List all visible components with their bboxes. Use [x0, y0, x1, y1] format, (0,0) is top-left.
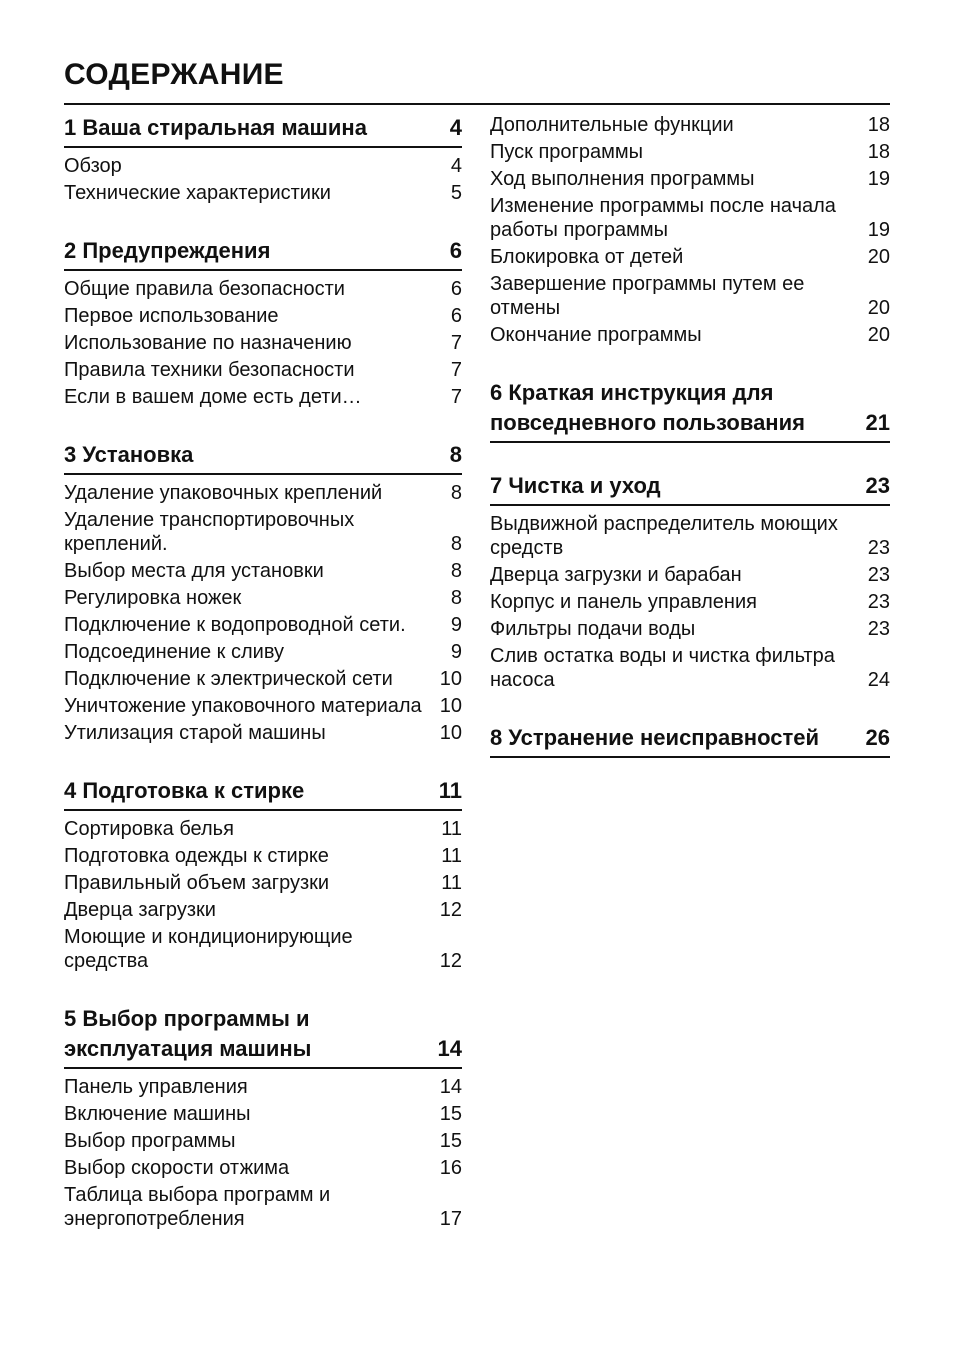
toc-entry-page-number: 15	[439, 1130, 462, 1152]
toc-entry-page-number: 23	[867, 591, 890, 613]
toc-entry[interactable]	[64, 871, 462, 895]
toc-entry[interactable]	[64, 925, 462, 973]
toc-entry-page-number: 20	[867, 297, 890, 319]
section-gap	[490, 695, 890, 723]
toc-entry-page-number: 10	[439, 668, 462, 690]
toc-entry-title: Обзор	[64, 155, 122, 177]
toc-entry-title: Удаление транспортировочных креплений.	[64, 509, 355, 555]
toc-entry-title: Выбор места для установки	[64, 560, 324, 582]
toc-entry[interactable]	[490, 272, 890, 320]
toc-entry[interactable]	[490, 245, 890, 269]
toc-entry[interactable]	[64, 1129, 462, 1153]
toc-section	[64, 1004, 462, 1231]
toc-entry[interactable]	[64, 304, 462, 328]
toc-entry-title: Выбор скорости отжима	[64, 1157, 290, 1179]
chapter-title: 2 Предупреждения	[64, 238, 271, 263]
toc-section	[490, 723, 890, 758]
chapter-title: 3 Установка	[64, 442, 194, 467]
toc-entry[interactable]	[490, 617, 890, 641]
section-gap	[64, 208, 462, 236]
toc-entry[interactable]	[64, 481, 462, 505]
toc-entry[interactable]	[64, 1156, 462, 1180]
toc-entry-page-number: 6	[450, 305, 462, 327]
toc-section	[490, 378, 890, 443]
toc-entry[interactable]	[64, 508, 462, 556]
toc-entry-title: Сортировка белья	[64, 818, 234, 840]
toc-entry[interactable]	[490, 512, 890, 560]
toc-entry-title: Первое использование	[64, 305, 279, 327]
toc-entry-page-number: 5	[450, 182, 462, 204]
chapter-heading[interactable]	[490, 471, 890, 506]
section-gap	[64, 748, 462, 776]
toc-entry-title: Ход выполнения программы	[490, 168, 755, 190]
chapter-page-number: 11	[438, 778, 462, 803]
toc-entry[interactable]	[64, 640, 462, 664]
toc-entry-page-number: 4	[450, 155, 462, 177]
toc-section	[64, 440, 462, 745]
chapter-page-number: 8	[449, 442, 462, 467]
toc-entry-title: Завершение программы путем ее отмены	[490, 273, 805, 319]
toc-item-list	[490, 113, 890, 347]
toc-entry-title: Уничтожение упаковочного материала	[64, 695, 422, 717]
toc-item-list	[64, 1069, 462, 1231]
toc-column-right	[490, 113, 890, 758]
toc-entry-page-number: 24	[867, 669, 890, 691]
page-title: СОДЕРЖАНИЕ	[64, 58, 284, 91]
toc-entry[interactable]	[64, 721, 462, 745]
toc-entry-page-number: 10	[439, 722, 462, 744]
toc-entry-page-number: 20	[867, 246, 890, 268]
toc-entry-title: Выдвижной распределитель моющих средств	[490, 513, 838, 559]
toc-entry-page-number: 14	[439, 1076, 462, 1098]
toc-entry-title: Правильный объем загрузки	[64, 872, 330, 894]
toc-section	[64, 236, 462, 409]
chapter-title: 1 Ваша стиральная машина	[64, 115, 367, 140]
chapter-heading[interactable]	[64, 113, 462, 148]
toc-entry-page-number: 19	[867, 168, 890, 190]
toc-entry-title: Таблица выбора программ и энергопотребления	[64, 1184, 331, 1230]
toc-entry[interactable]	[490, 167, 890, 191]
toc-entry-title: Дополнительные функции	[490, 114, 734, 136]
toc-entry-page-number: 8	[450, 482, 462, 504]
chapter-heading[interactable]	[64, 776, 462, 811]
toc-section	[490, 113, 890, 347]
chapter-title: 4 Подготовка к стирке	[64, 778, 305, 803]
chapter-title: 5 Выбор программы и эксплуатация машины	[64, 1006, 312, 1061]
toc-entry-page-number: 18	[867, 141, 890, 163]
toc-entry[interactable]	[64, 667, 462, 691]
toc-entry-title: Удаление упаковочных креплений	[64, 482, 383, 504]
toc-entry[interactable]	[64, 181, 462, 205]
toc-entry-page-number: 9	[450, 614, 462, 636]
toc-entry[interactable]	[490, 113, 890, 137]
chapter-title: 8 Устранение неисправностей	[490, 725, 819, 750]
toc-entry[interactable]	[64, 385, 462, 409]
toc-entry-title: Включение машины	[64, 1103, 251, 1125]
toc-entry-page-number: 15	[439, 1103, 462, 1125]
title-divider	[64, 103, 890, 105]
toc-item-list	[64, 811, 462, 973]
toc-entry-title: Окончание программы	[490, 324, 702, 346]
section-gap	[64, 976, 462, 1004]
toc-entry[interactable]	[64, 154, 462, 178]
toc-item-list	[64, 271, 462, 409]
toc-entry-title: Пуск программы	[490, 141, 643, 163]
toc-entry-page-number: 16	[439, 1157, 462, 1179]
toc-entry-title: Подготовка одежды к стирке	[64, 845, 329, 867]
section-gap	[64, 412, 462, 440]
chapter-page-number: 6	[449, 238, 462, 263]
toc-section	[64, 776, 462, 973]
toc-entry-page-number: 11	[441, 872, 462, 894]
toc-entry-page-number: 6	[450, 278, 462, 300]
toc-column-left	[64, 113, 462, 1234]
toc-entry-title: Корпус и панель управления	[490, 591, 757, 613]
toc-entry-title: Использование по назначению	[64, 332, 352, 354]
toc-entry-page-number: 8	[450, 560, 462, 582]
toc-entry-page-number: 11	[441, 818, 462, 840]
toc-entry-title: Панель управления	[64, 1076, 248, 1098]
chapter-heading[interactable]	[64, 236, 462, 271]
toc-entry-page-number: 20	[867, 324, 890, 346]
toc-entry-title: Фильтры подачи воды	[490, 618, 696, 640]
chapter-page-number: 21	[865, 410, 890, 435]
toc-entry-title: Подключение к электрической сети	[64, 668, 393, 690]
toc-entry-title: Выбор программы	[64, 1130, 236, 1152]
toc-entry-title: Регулировка ножек	[64, 587, 242, 609]
toc-section	[64, 113, 462, 205]
chapter-title: 7 Чистка и уход	[490, 473, 661, 498]
toc-entry[interactable]	[64, 586, 462, 610]
toc-entry[interactable]	[64, 1075, 462, 1099]
toc-entry-title: Утилизация старой машины	[64, 722, 326, 744]
chapter-heading[interactable]	[490, 378, 890, 443]
toc-entry[interactable]	[64, 694, 462, 718]
toc-entry-page-number: 12	[439, 950, 462, 972]
toc-entry-page-number: 23	[867, 618, 890, 640]
toc-entry-page-number: 19	[867, 219, 890, 241]
toc-entry[interactable]	[490, 194, 890, 242]
toc-entry[interactable]	[64, 559, 462, 583]
chapter-heading[interactable]	[64, 1004, 462, 1069]
toc-entry-page-number: 12	[439, 899, 462, 921]
toc-entry-title: Технические характеристики	[64, 182, 331, 204]
chapter-heading[interactable]	[64, 440, 462, 475]
toc-entry-page-number: 7	[450, 359, 462, 381]
section-gap	[490, 350, 890, 378]
toc-entry[interactable]	[64, 331, 462, 355]
toc-entry-title: Общие правила безопасности	[64, 278, 345, 300]
toc-entry[interactable]	[64, 844, 462, 868]
toc-entry-title: Моющие и кондиционирующие средства	[64, 926, 353, 972]
chapter-heading[interactable]	[490, 723, 890, 758]
toc-entry[interactable]	[64, 277, 462, 301]
toc-entry[interactable]	[64, 1102, 462, 1126]
toc-entry-page-number: 8	[450, 587, 462, 609]
chapter-page-number: 26	[865, 725, 890, 750]
toc-entry-page-number: 23	[867, 537, 890, 559]
chapter-title: 6 Краткая инструкция для повседневного пользования	[490, 380, 805, 435]
toc-entry-page-number: 7	[450, 386, 462, 408]
toc-entry[interactable]	[490, 140, 890, 164]
toc-entry[interactable]	[64, 358, 462, 382]
toc-entry-page-number: 8	[450, 533, 462, 555]
toc-entry[interactable]	[490, 563, 890, 587]
toc-entry-title: Блокировка от детей	[490, 246, 684, 268]
chapter-page-number: 4	[449, 115, 462, 140]
toc-entry[interactable]	[64, 898, 462, 922]
section-gap	[490, 443, 890, 471]
toc-entry[interactable]	[64, 613, 462, 637]
toc-item-list	[490, 506, 890, 692]
toc-entry-page-number: 17	[439, 1208, 462, 1230]
toc-section	[490, 471, 890, 692]
toc-entry-title: Дверца загрузки и барабан	[490, 564, 742, 586]
toc-entry-page-number: 7	[450, 332, 462, 354]
toc-entry[interactable]	[64, 817, 462, 841]
toc-entry-title: Подсоединение к сливу	[64, 641, 284, 663]
toc-entry-title: Подключение к водопроводной сети.	[64, 614, 406, 636]
toc-entry-page-number: 9	[450, 641, 462, 663]
toc-entry-title: Изменение программы после начала работы программы	[490, 195, 836, 241]
toc-entry[interactable]	[490, 644, 890, 692]
toc-entry-title: Дверца загрузки	[64, 899, 216, 921]
toc-item-list	[64, 475, 462, 745]
toc-entry[interactable]	[490, 590, 890, 614]
toc-entry-page-number: 23	[867, 564, 890, 586]
toc-entry[interactable]	[490, 323, 890, 347]
toc-entry-page-number: 11	[441, 845, 462, 867]
toc-entry-title: Слив остатка воды и чистка фильтра насоса	[490, 645, 835, 691]
toc-entry-title: Если в вашем доме есть дети…	[64, 386, 362, 408]
toc-item-list	[64, 148, 462, 205]
chapter-page-number: 23	[865, 473, 890, 498]
toc-entry[interactable]	[64, 1183, 462, 1231]
toc-entry-page-number: 18	[867, 114, 890, 136]
toc-entry-title: Правила техники безопасности	[64, 359, 355, 381]
chapter-page-number: 14	[437, 1036, 462, 1061]
toc-entry-page-number: 10	[439, 695, 462, 717]
